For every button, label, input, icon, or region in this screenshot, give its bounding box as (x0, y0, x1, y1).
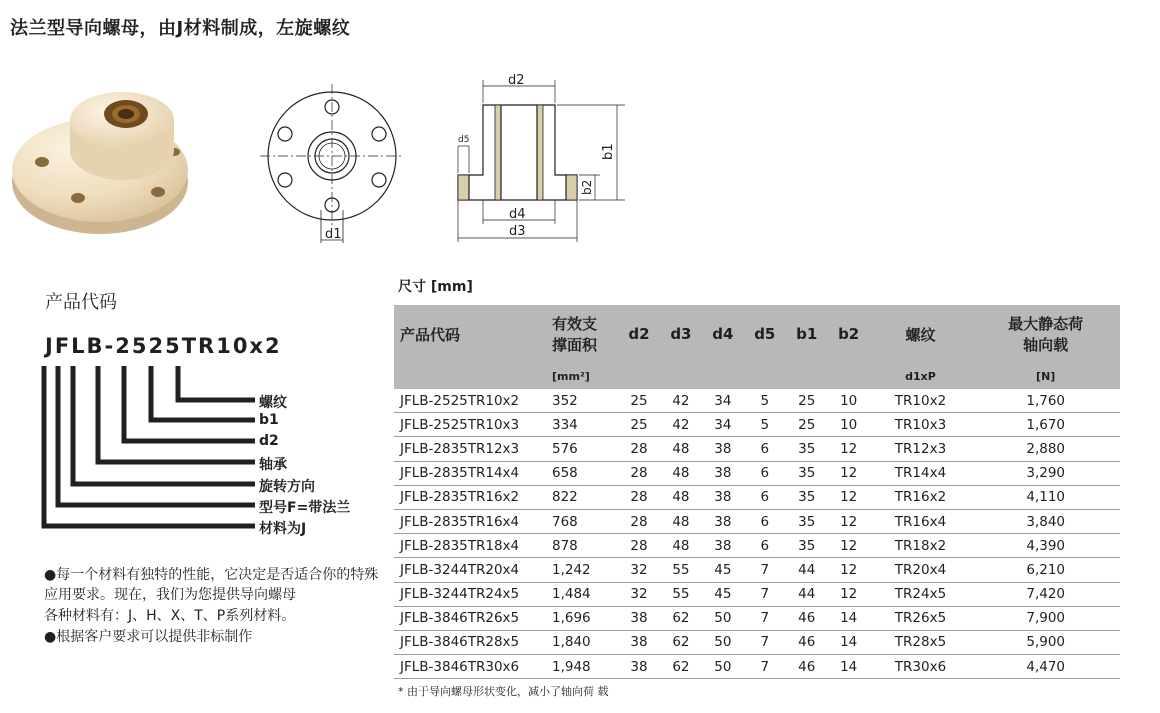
cell-load: 4,390 (971, 534, 1120, 558)
cell-d4: 38 (702, 485, 744, 509)
note-1: ●每一个材料有独特的性能，它决定是否适合你的特殊应用要求。现在，我们为您提供导向螺母 (44, 567, 379, 603)
cell-b1: 44 (786, 558, 828, 582)
cell-load: 3,840 (971, 509, 1120, 533)
label-d2: d2 (508, 73, 525, 88)
table-row (394, 461, 1120, 485)
col-d3: d3 (660, 305, 702, 363)
cell-d2: 28 (618, 509, 660, 533)
cell-b2: 12 (828, 485, 870, 509)
legend-b1: b1 (259, 412, 279, 428)
cell-load: 7,900 (971, 606, 1120, 630)
cell-d4: 50 (702, 655, 744, 679)
col-d5: d5 (744, 305, 786, 363)
label-d1: d1 (325, 227, 342, 242)
cell-area: 658 (540, 461, 618, 485)
footnote: * 由于导向螺母形状变化，减小了轴向荷 载 (398, 685, 609, 698)
cell-load: 1,670 (971, 413, 1120, 437)
table-row (394, 655, 1120, 679)
cell-thread: TR10x2 (870, 389, 972, 413)
col-d2: d2 (618, 305, 660, 363)
cell-thread: TR16x4 (870, 509, 972, 533)
cell-d4: 38 (702, 437, 744, 461)
cell-b2: 12 (828, 437, 870, 461)
legend-rotation: 旋转方向 (259, 479, 315, 495)
cell-b1: 46 (786, 606, 828, 630)
unit-load: [N] (971, 363, 1120, 389)
cell-d4: 50 (702, 606, 744, 630)
cell-b1: 25 (786, 389, 828, 413)
legend-d2: d2 (259, 433, 279, 449)
cell-d2: 38 (618, 606, 660, 630)
cell-d4: 45 (702, 582, 744, 606)
cell-d2: 32 (618, 582, 660, 606)
cell-d3: 48 (660, 485, 702, 509)
cell-d3: 55 (660, 558, 702, 582)
col-area (540, 305, 618, 363)
cell-code: JFLB-2835TR18x4 (394, 534, 540, 558)
cell-b2: 12 (828, 534, 870, 558)
cell-d2: 38 (618, 655, 660, 679)
cell-d5: 7 (744, 558, 786, 582)
table-row (394, 630, 1120, 654)
col-code: 产品代码 (394, 305, 540, 363)
table-row (394, 509, 1120, 533)
table-row (394, 413, 1120, 437)
label-d3: d3 (509, 224, 526, 239)
cell-thread: TR24x5 (870, 582, 972, 606)
unit-area: [mm²] (540, 363, 618, 389)
cell-b2: 12 (828, 582, 870, 606)
cell-code: JFLB-3244TR20x4 (394, 558, 540, 582)
cell-d5: 6 (744, 534, 786, 558)
cell-thread: TR20x4 (870, 558, 972, 582)
cell-code: JFLB-3846TR30x6 (394, 655, 540, 679)
col-area-line1: 有效支 (552, 315, 598, 333)
col-thread: 螺纹 (870, 305, 972, 363)
cell-d3: 62 (660, 655, 702, 679)
dimensions-table (394, 305, 1120, 679)
cell-b2: 14 (828, 655, 870, 679)
label-b2: b2 (580, 179, 594, 195)
cell-d3: 62 (660, 630, 702, 654)
cell-code: JFLB-2835TR16x2 (394, 485, 540, 509)
table-row (394, 582, 1120, 606)
note-2: 各种材料有：J、H、X、T、P系列材料。 (44, 608, 296, 624)
cell-thread: TR18x2 (870, 534, 972, 558)
cell-b1: 35 (786, 461, 828, 485)
product-code-heading: 产品代码 (45, 292, 117, 313)
section-view (458, 80, 625, 242)
cell-thread: TR12x3 (870, 437, 972, 461)
table-row (394, 558, 1120, 582)
cell-d3: 42 (660, 389, 702, 413)
col-b2: b2 (828, 305, 870, 363)
cell-load: 4,470 (971, 655, 1120, 679)
cell-area: 1,948 (540, 655, 618, 679)
cell-d4: 38 (702, 509, 744, 533)
cell-area: 768 (540, 509, 618, 533)
col-load (971, 305, 1120, 363)
col-b1: b1 (786, 305, 828, 363)
legend-thread: 螺纹 (259, 395, 287, 411)
cell-area: 1,242 (540, 558, 618, 582)
cell-d5: 6 (744, 437, 786, 461)
product-code-legend-lines (30, 360, 370, 545)
note-3: ●根据客户要求可以提供非标制作 (44, 629, 253, 645)
product-photo (8, 70, 198, 240)
cell-area: 352 (540, 389, 618, 413)
dimensions-title: 尺寸 [mm] (398, 279, 473, 295)
col-d4: d4 (702, 305, 744, 363)
cell-code: JFLB-2835TR12x3 (394, 437, 540, 461)
cell-load: 5,900 (971, 630, 1120, 654)
cell-b2: 14 (828, 606, 870, 630)
cell-b2: 12 (828, 509, 870, 533)
cell-d5: 6 (744, 461, 786, 485)
cell-d2: 25 (618, 413, 660, 437)
cell-area: 878 (540, 534, 618, 558)
technical-drawing (255, 60, 635, 250)
table-row (394, 389, 1120, 413)
cell-d5: 5 (744, 413, 786, 437)
cell-b1: 35 (786, 534, 828, 558)
cell-thread: TR28x5 (870, 630, 972, 654)
cell-d5: 5 (744, 389, 786, 413)
cell-d3: 48 (660, 437, 702, 461)
cell-d5: 7 (744, 655, 786, 679)
label-d5: d5 (458, 135, 470, 145)
cell-area: 1,484 (540, 582, 618, 606)
cell-thread: TR16x2 (870, 485, 972, 509)
cell-b1: 46 (786, 630, 828, 654)
cell-d3: 48 (660, 534, 702, 558)
cell-code: JFLB-2525TR10x2 (394, 389, 540, 413)
cell-b1: 25 (786, 413, 828, 437)
cell-thread: TR10x3 (870, 413, 972, 437)
cell-code: JFLB-2525TR10x3 (394, 413, 540, 437)
notes (44, 565, 384, 648)
cell-d2: 28 (618, 461, 660, 485)
legend-bearing: 轴承 (259, 457, 287, 473)
cell-b2: 10 (828, 413, 870, 437)
cell-d4: 34 (702, 413, 744, 437)
col-load-line1: 最大静态荷 (1008, 315, 1084, 333)
cell-load: 3,290 (971, 461, 1120, 485)
cell-b2: 14 (828, 630, 870, 654)
cell-area: 576 (540, 437, 618, 461)
cell-b1: 35 (786, 509, 828, 533)
col-area-line2: 撑面积 (552, 336, 598, 354)
cell-code: JFLB-3846TR28x5 (394, 630, 540, 654)
cell-area: 1,696 (540, 606, 618, 630)
cell-load: 7,420 (971, 582, 1120, 606)
cell-d5: 7 (744, 582, 786, 606)
cell-load: 1,760 (971, 389, 1120, 413)
cell-d3: 42 (660, 413, 702, 437)
cell-area: 822 (540, 485, 618, 509)
cell-thread: TR30x6 (870, 655, 972, 679)
cell-load: 2,880 (971, 437, 1120, 461)
cell-code: JFLB-2835TR16x4 (394, 509, 540, 533)
cell-d2: 32 (618, 558, 660, 582)
legend-material: 材料为J (259, 521, 307, 537)
cell-d3: 62 (660, 606, 702, 630)
cell-d2: 38 (618, 630, 660, 654)
cell-load: 6,210 (971, 558, 1120, 582)
cell-d4: 38 (702, 461, 744, 485)
cell-d3: 48 (660, 509, 702, 533)
cell-area: 334 (540, 413, 618, 437)
cell-b2: 10 (828, 389, 870, 413)
cell-thread: TR26x5 (870, 606, 972, 630)
cell-d5: 7 (744, 630, 786, 654)
cell-b2: 12 (828, 461, 870, 485)
front-view (260, 84, 404, 243)
label-b1: b1 (601, 143, 616, 160)
product-code-example: JFLB-2525TR10x2 (45, 334, 282, 358)
page-title: 法兰型导向螺母，由J材料制成，左旋螺纹 (10, 18, 351, 39)
cell-area: 1,840 (540, 630, 618, 654)
col-load-line2: 轴向载 (1023, 336, 1069, 354)
table-row (394, 485, 1120, 509)
cell-load: 4,110 (971, 485, 1120, 509)
cell-code: JFLB-3846TR26x5 (394, 606, 540, 630)
cell-code: JFLB-3244TR24x5 (394, 582, 540, 606)
cell-d5: 7 (744, 606, 786, 630)
cell-b1: 44 (786, 582, 828, 606)
unit-thread: d1xP (870, 363, 972, 389)
cell-d2: 25 (618, 389, 660, 413)
table-row (394, 534, 1120, 558)
legend-type: 型号F=带法兰 (259, 500, 351, 516)
cell-d5: 6 (744, 509, 786, 533)
table-row (394, 606, 1120, 630)
cell-b1: 35 (786, 485, 828, 509)
cell-d2: 28 (618, 437, 660, 461)
table-row (394, 437, 1120, 461)
cell-code: JFLB-2835TR14x4 (394, 461, 540, 485)
cell-thread: TR14x4 (870, 461, 972, 485)
cell-b2: 12 (828, 558, 870, 582)
cell-b1: 35 (786, 437, 828, 461)
cell-b1: 46 (786, 655, 828, 679)
cell-d2: 28 (618, 485, 660, 509)
cell-d2: 28 (618, 534, 660, 558)
cell-d3: 48 (660, 461, 702, 485)
label-d4: d4 (509, 207, 526, 222)
cell-d4: 34 (702, 389, 744, 413)
cell-d4: 45 (702, 558, 744, 582)
cell-d4: 38 (702, 534, 744, 558)
cell-d3: 55 (660, 582, 702, 606)
cell-d4: 50 (702, 630, 744, 654)
cell-d5: 6 (744, 485, 786, 509)
